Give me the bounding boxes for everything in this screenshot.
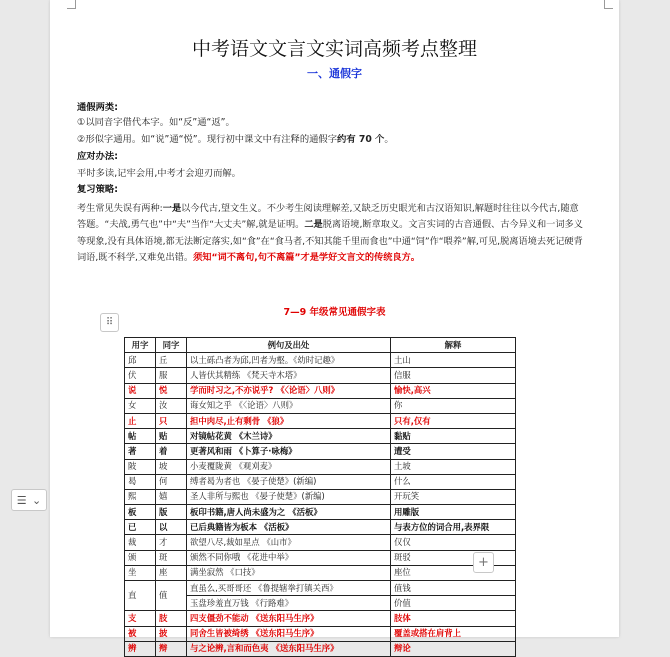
- paragraph-strategy[interactable]: 考生常见失误有两种:一是以今代古,望文生义。不少考生阅读理解差,又缺乏历史眼光和古汉语知识,解题时往往以今代古,随意答题。“夫战,勇气也”中“夫”当作“大丈夫”解,就是证明。二是脱离语境,断章取义。文言实词的古音通假、古今异义和一词多义等现象,没有具体语境,都无法断定落实,如“食”在“食马者,不知其能千里而食也”中通“饲”作“喂养”解,可见,脱离语境去死记硬背词语,既不科学,又难免出错。须知“词不离句,句不离篇”才是学好文言文的传统良方。: [77, 203, 583, 264]
- cell-used-char[interactable]: 熙: [125, 489, 156, 504]
- tongjia-table[interactable]: [124, 337, 516, 657]
- cell-example[interactable]: 更著风和雨 《卜算子·咏梅》: [187, 444, 391, 459]
- cell-meaning[interactable]: 愉快,高兴: [391, 383, 516, 398]
- cell-same-char[interactable]: 着: [156, 444, 187, 459]
- table-row[interactable]: [125, 550, 516, 565]
- cell-example[interactable]: 直虽么,买哥哥还 《鲁提辖拳打镇关西》: [187, 581, 391, 596]
- table-row[interactable]: [125, 459, 516, 474]
- cell-same-char[interactable]: 值: [156, 581, 187, 611]
- paragraph-heading-strategy[interactable]: 复习策略:: [77, 184, 118, 195]
- table-row[interactable]: [125, 489, 516, 504]
- table-row[interactable]: [125, 474, 516, 489]
- cell-meaning[interactable]: 座位: [391, 565, 516, 580]
- add-block-button[interactable]: [473, 552, 494, 573]
- cell-meaning[interactable]: 你: [391, 398, 516, 413]
- paragraph-method[interactable]: 平时多读,记牢会用,中考才会迎刃而解。: [77, 168, 241, 179]
- cell-used-char[interactable]: 著: [125, 444, 156, 459]
- table-drag-handle-icon[interactable]: ⠿: [100, 313, 119, 332]
- cell-same-char[interactable]: 服: [156, 368, 187, 383]
- page-margin-mark: [67, 0, 76, 9]
- cell-used-char[interactable]: 板: [125, 505, 156, 520]
- cell-meaning[interactable]: 土山: [391, 353, 516, 368]
- cell-used-char[interactable]: 说: [125, 383, 156, 398]
- header-cell: 例句及出处: [187, 338, 391, 353]
- cell-meaning[interactable]: 覆盖或搭在肩背上: [391, 626, 516, 641]
- cell-example[interactable]: 学而时习之,不亦说乎? 《〈论语〉八则》: [187, 383, 391, 398]
- table-row[interactable]: [125, 398, 516, 413]
- cell-meaning[interactable]: 斑驳: [391, 550, 516, 565]
- document-title[interactable]: 中考语文文言文实词高频考点整理: [191, 38, 477, 60]
- cell-same-char[interactable]: 悦: [156, 383, 187, 398]
- page-margin-mark: [604, 0, 613, 9]
- plus-icon: +: [478, 555, 489, 570]
- cell-same-char[interactable]: 披: [156, 626, 187, 641]
- cell-example[interactable]: 缚者曷为者也 《晏子使楚》(新编): [187, 474, 391, 489]
- cell-meaning[interactable]: 与表方位的词合用,表界限: [391, 520, 516, 535]
- cell-used-char[interactable]: 直: [125, 581, 156, 611]
- paragraph-heading-types[interactable]: 通假两类:: [77, 102, 118, 113]
- cell-same-char[interactable]: 丘: [156, 353, 187, 368]
- chevron-down-icon: ⌄: [32, 493, 42, 507]
- cell-meaning[interactable]: 开玩笑: [391, 489, 516, 504]
- cell-example[interactable]: 颁然不同你哦 《花进中举》: [187, 550, 391, 565]
- cell-used-char[interactable]: 颁: [125, 550, 156, 565]
- cell-same-char[interactable]: 嬉: [156, 489, 187, 504]
- cell-meaning[interactable]: 信服: [391, 368, 516, 383]
- cell-same-char[interactable]: 肢: [156, 611, 187, 626]
- cell-used-char[interactable]: 支: [125, 611, 156, 626]
- cell-same-char[interactable]: 斑: [156, 550, 187, 565]
- table-row[interactable]: [125, 353, 516, 368]
- cell-used-char[interactable]: 坐: [125, 565, 156, 580]
- document-page: [50, 0, 619, 654]
- cell-same-char[interactable]: 何: [156, 474, 187, 489]
- table-row[interactable]: [125, 641, 516, 656]
- cell-meaning[interactable]: 什么: [391, 474, 516, 489]
- cell-example[interactable]: 以土砾凸者为邱,凹者为壑。《幼时记趣》: [187, 353, 391, 368]
- cell-meaning[interactable]: 用雕版: [391, 505, 516, 520]
- paragraph-type-1[interactable]: ①以同音字借代本字。如“反”通“返”。: [77, 117, 235, 128]
- table-row[interactable]: [125, 444, 516, 459]
- cell-same-char[interactable]: 以: [156, 520, 187, 535]
- table-row[interactable]: [125, 535, 516, 550]
- cell-meaning[interactable]: 黏贴: [391, 429, 516, 444]
- cell-same-char[interactable]: 只: [156, 413, 187, 428]
- cell-used-char[interactable]: 邱: [125, 353, 156, 368]
- table-row[interactable]: [125, 611, 516, 626]
- block-menu-button[interactable]: [11, 489, 47, 511]
- cell-used-char[interactable]: 裁: [125, 535, 156, 550]
- cell-meaning[interactable]: 只有,仅有: [391, 413, 516, 428]
- block-menu-icon: ☰: [16, 493, 27, 507]
- cell-used-char[interactable]: 辨: [125, 641, 156, 656]
- table-row[interactable]: [125, 429, 516, 444]
- table-row[interactable]: [125, 368, 516, 383]
- cell-meaning[interactable]: 遭受: [391, 444, 516, 459]
- table-row[interactable]: [125, 383, 516, 398]
- cell-example[interactable]: 板印书籍,唐人尚未盛为之 《活板》: [187, 505, 391, 520]
- paragraph-heading-method[interactable]: 应对办法:: [77, 151, 118, 162]
- cell-used-char[interactable]: 被: [125, 626, 156, 641]
- cell-example[interactable]: 圣人非所与熙也 《晏子使楚》(新编): [187, 489, 391, 504]
- cell-meaning[interactable]: 值钱: [391, 581, 516, 596]
- section-heading[interactable]: 一、通假字: [307, 67, 362, 80]
- table-row[interactable]: [125, 413, 516, 428]
- table-row[interactable]: [125, 565, 516, 580]
- cell-used-char[interactable]: 陂: [125, 459, 156, 474]
- cell-example[interactable]: 满坐寂然 《口技》: [187, 565, 391, 580]
- cell-same-char[interactable]: 才: [156, 535, 187, 550]
- cell-used-char[interactable]: 伏: [125, 368, 156, 383]
- table-row[interactable]: [125, 626, 516, 641]
- cell-same-char[interactable]: 坡: [156, 459, 187, 474]
- table-row[interactable]: [125, 505, 516, 520]
- cell-example[interactable]: 担中肉尽,止有剩骨 《狼》: [187, 413, 391, 428]
- cell-meaning[interactable]: 肢体: [391, 611, 516, 626]
- cell-example[interactable]: 同舍生皆被绮绣 《送东阳马生序》: [187, 626, 391, 641]
- cell-used-char[interactable]: 曷: [125, 474, 156, 489]
- cell-used-char[interactable]: 帖: [125, 429, 156, 444]
- header-cell: 解释: [391, 338, 516, 353]
- cell-example[interactable]: 对镜帖花黄 《木兰诗》: [187, 429, 391, 444]
- cell-used-char[interactable]: 女: [125, 398, 156, 413]
- table-row[interactable]: [125, 581, 516, 596]
- cell-example[interactable]: 诲女知之乎 《〈论语〉八则》: [187, 398, 391, 413]
- cell-example[interactable]: 人皆伏其精练 《梵天寺木塔》: [187, 368, 391, 383]
- table-header-row: [125, 338, 516, 353]
- cell-same-char[interactable]: 版: [156, 505, 187, 520]
- cell-meaning[interactable]: 仅仅: [391, 535, 516, 550]
- header-cell: 同字: [156, 338, 187, 353]
- cell-same-char[interactable]: 座: [156, 565, 187, 580]
- header-cell: 用字: [125, 338, 156, 353]
- cell-same-char[interactable]: 贴: [156, 429, 187, 444]
- paragraph-type-2[interactable]: ②形似字通用。如“说”通“悦”。现行初中课文中有注释的通假字约有 70 个。: [77, 134, 394, 145]
- cell-example[interactable]: 玉盘珍羞直万钱 《行路难》: [187, 596, 391, 611]
- cell-meaning[interactable]: 辩论: [391, 641, 516, 656]
- cell-example[interactable]: 已后典籍皆为板本 《活板》: [187, 520, 391, 535]
- cell-example[interactable]: 小麦覆陇黄 《观刈麦》: [187, 459, 391, 474]
- cell-used-char[interactable]: 止: [125, 413, 156, 428]
- cell-example[interactable]: 四支僵劲不能动 《送东阳马生序》: [187, 611, 391, 626]
- cell-same-char[interactable]: 汝: [156, 398, 187, 413]
- cell-meaning[interactable]: 土坡: [391, 459, 516, 474]
- cell-same-char[interactable]: 辩: [156, 641, 187, 656]
- cell-meaning[interactable]: 价值: [391, 596, 516, 611]
- table-row[interactable]: [125, 520, 516, 535]
- table-title[interactable]: 7—9 年级常见通假字表: [283, 307, 386, 318]
- cell-used-char[interactable]: 已: [125, 520, 156, 535]
- cell-example[interactable]: 与之论辨,言和而色夷 《送东阳马生序》: [187, 641, 391, 656]
- cell-example[interactable]: 欲望八尽,裁如星点 《山市》: [187, 535, 391, 550]
